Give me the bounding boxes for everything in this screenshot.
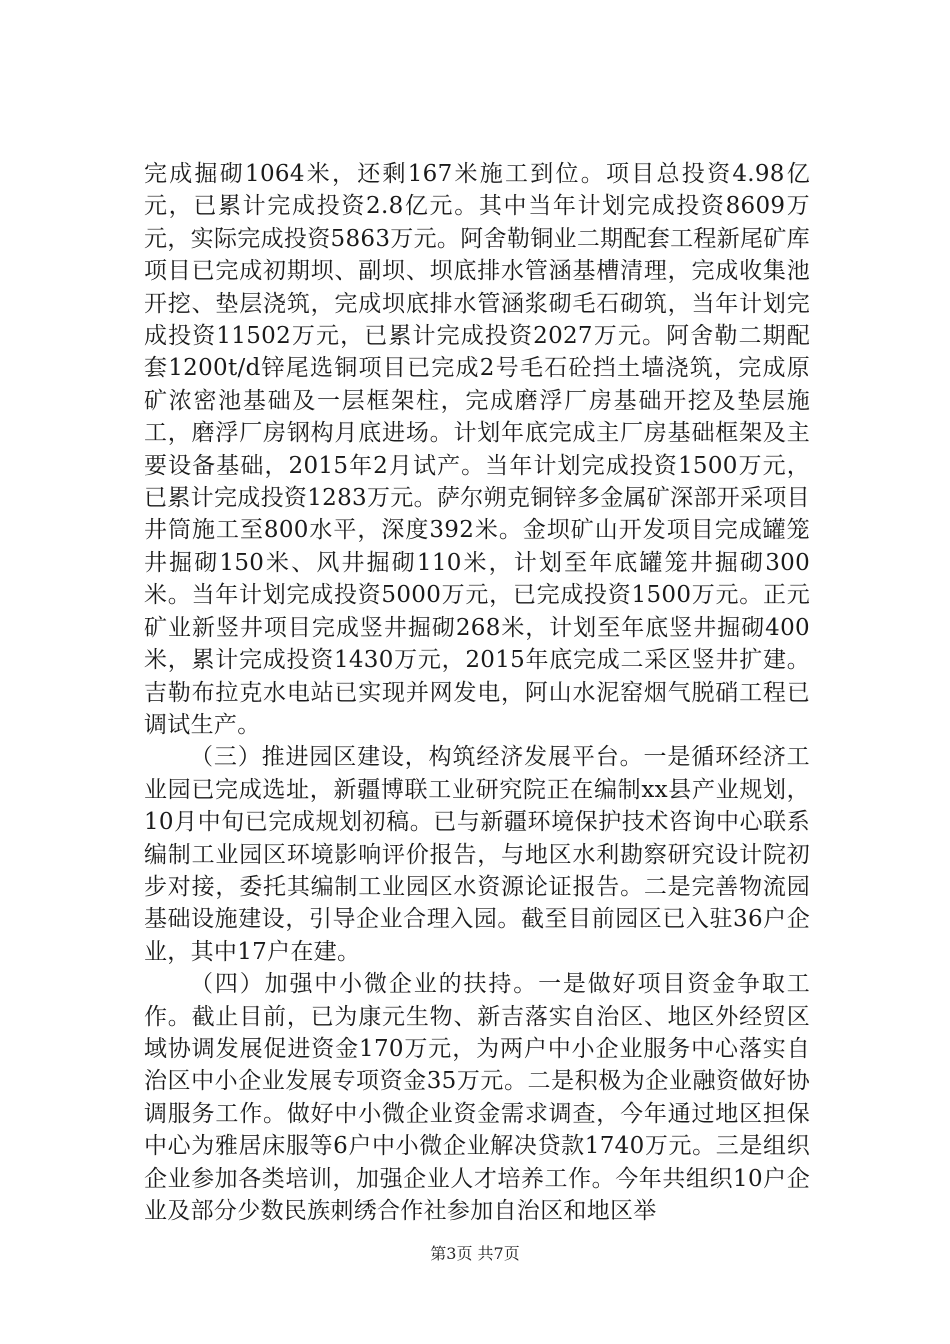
paragraph-project-progress: 完成掘砌1064米，还剩167米施工到位。项目总投资4.98亿元，已累计完成投资2.8亿元。其中当年计划完成投资8609万元，实际完成投资5863万元。阿舍勒铜业二期配套工程新尾矿库项目已完成初期坝、副坝、坝底排水管涵基槽清理，完成收集池开挖、垫层浇筑，完成坝底排水管涵浆砌毛石砌筑，当年计划完成投资11502万元，已累计完成投资2027万元。阿舍勒二期配套1200t/d锌尾选铜项目已完成2号毛石砼挡土墙浇筑，完成原矿浓密池基础及一层框架柱，完成磨浮厂房基础开挖及垫层施工，磨浮厂房钢构月底进场。计划年底完成主厂房基础框架及主要设备基础，2015年2月试产。当年计划完成投资1500万元，已累计完成投资1283万元。萨尔朔克铜锌多金属矿深部开采项目井筒施工至800水平，深度392米。金坝矿山开发项目完成罐笼井掘砌150米、风井掘砌110米，计划至年底罐笼井掘砌300米。当年计划完成投资5000万元，已完成投资1500万元。正元矿业新竖井项目完成竖井掘砌268米，计划至年底竖井掘砌400米，累计完成投资1430万元，2015年底完成二采区竖井扩建。吉勒布拉克水电站已实现并网发电，阿山水泥窑烟气脱硝工程已调试生产。 <box>144 161 810 738</box>
page-number-footer: 第3页 共7页 <box>430 1244 520 1263</box>
document-body <box>144 158 810 1227</box>
paragraph-park-construction: （三）推进园区建设，构筑经济发展平台。一是循环经济工业园已完成选址，新疆博联工业研究院正在编制xx县产业规划，10月中旬已完成规划初稿。已与新疆环境保护技术咨询中心联系编制工业园区环境影响评价报告，与地区水利勘察研究设计院初步对接，委托其编制工业园区水资源论证报告。二是完善物流园基础设施建设，引导企业合理入园。截至目前园区已入驻36户企业，其中17户在建。 <box>144 744 810 965</box>
paragraph-sme-support: （四）加强中小微企业的扶持。一是做好项目资金争取工作。截止目前，已为康元生物、新吉落实自治区、地区外经贸区域协调发展促进资金170万元，为两户中小企业服务中心落实自治区中小企业发展专项资金35万元。二是积极为企业融资做好协调服务工作。做好中小微企业资金需求调查，今年通过地区担保中心为雅居床服等6户中小微企业解决贷款1740万元。三是组织企业参加各类培训，加强企业人才培养工作。今年共组织10户企业及部分少数民族刺绣合作社参加自治区和地区举 <box>144 971 810 1224</box>
